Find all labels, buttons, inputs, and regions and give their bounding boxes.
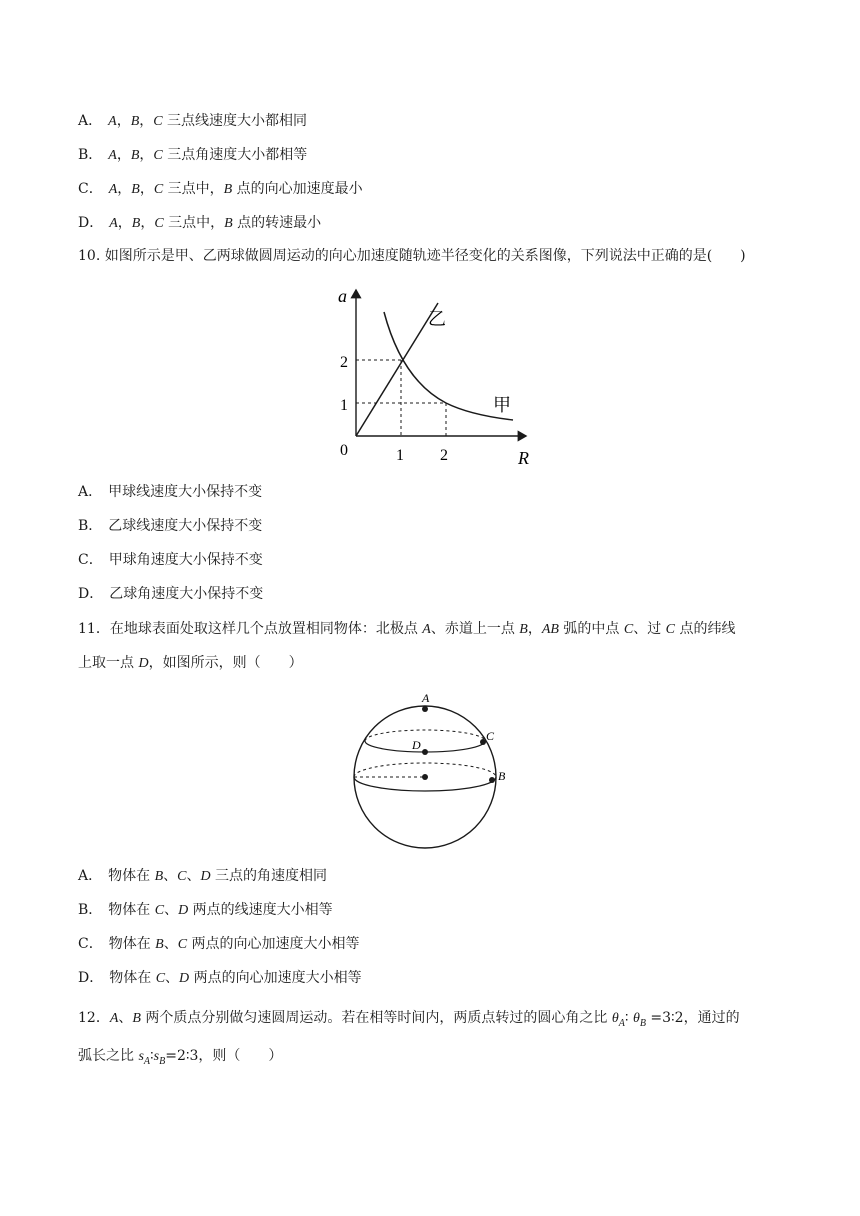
point-center xyxy=(422,774,428,780)
line-yi xyxy=(356,303,438,436)
latitude-back xyxy=(365,730,485,741)
label-c: C xyxy=(486,729,495,743)
x-tick-1: 1 xyxy=(396,447,404,464)
q12-stem-line1: 12．A、B 两个质点分别做匀速圆周运动。若在相等时间内，两质点转过的圆心角之比 $\theta_A∶$ $\theta_B$ =3∶2，通过的 xyxy=(78,1010,740,1029)
x-tick-2: 2 xyxy=(440,447,448,464)
q9-option-a[interactable]: A． A，B，C 三点线速度大小都相同 xyxy=(78,113,308,129)
curve-jia-label: 甲 xyxy=(493,395,511,415)
point-a xyxy=(422,706,428,712)
point-b xyxy=(489,777,495,783)
line-yi-label: 乙 xyxy=(428,309,446,329)
y-tick-2: 2 xyxy=(340,354,348,371)
x-axis-label: R xyxy=(518,448,529,468)
q11-option-c[interactable]: C． 物体在 B、C 两点的向心加速度大小相等 xyxy=(78,936,360,952)
q10-option-c[interactable]: C． 甲球角速度大小保持不变 xyxy=(78,552,263,568)
q11-stem-line2: 上取一点 D，如图所示，则（ ） xyxy=(78,655,303,671)
q9-option-d[interactable]: D． A，B，C 三点中，B 点的转速最小 xyxy=(78,215,322,231)
q10-option-a[interactable]: A． 甲球线速度大小保持不变 xyxy=(78,484,263,500)
q11-globe-figure xyxy=(350,688,520,860)
q11-option-a[interactable]: A． 物体在 B、C、D 三点的角速度相同 xyxy=(78,868,328,884)
q10-option-b[interactable]: B． 乙球线速度大小保持不变 xyxy=(78,518,263,534)
y-tick-1: 1 xyxy=(340,397,348,414)
point-d xyxy=(422,749,428,755)
label-d: D xyxy=(412,738,421,752)
dashed-guides xyxy=(356,360,446,436)
q9-option-c[interactable]: C． A，B，C 三点中，B 点的向心加速度最小 xyxy=(78,181,363,197)
q11-option-b[interactable]: B． 物体在 C、D 两点的线速度大小相等 xyxy=(78,902,333,918)
label-a: A xyxy=(422,691,430,705)
q9-option-b[interactable]: B． A，B，C 三点角速度大小都相等 xyxy=(78,147,308,163)
q12-stem-line2: 弧长之比 $s_A∶s_B=2∶3$，则（ ） xyxy=(78,1048,283,1067)
q11-stem-line1: 11．在地球表面处取这样几个点放置相同物体：北极点 A、赤道上一点 B，AB 弧的中点 C、过 C 点的纬线 xyxy=(78,621,736,637)
origin-label: 0 xyxy=(340,442,348,459)
q10-graph-figure xyxy=(330,280,540,470)
q10-option-d[interactable]: D． 乙球角速度大小保持不变 xyxy=(78,586,264,602)
q11-option-d[interactable]: D． 物体在 C、D 两点的向心加速度大小相等 xyxy=(78,970,362,986)
q10-stem: 10. 如图所示是甲、乙两球做圆周运动的向心加速度随轨迹半径变化的关系图像，下列说法中正确的是( ) xyxy=(78,248,746,264)
y-axis-label: a xyxy=(338,286,347,306)
label-b: B xyxy=(498,769,506,783)
